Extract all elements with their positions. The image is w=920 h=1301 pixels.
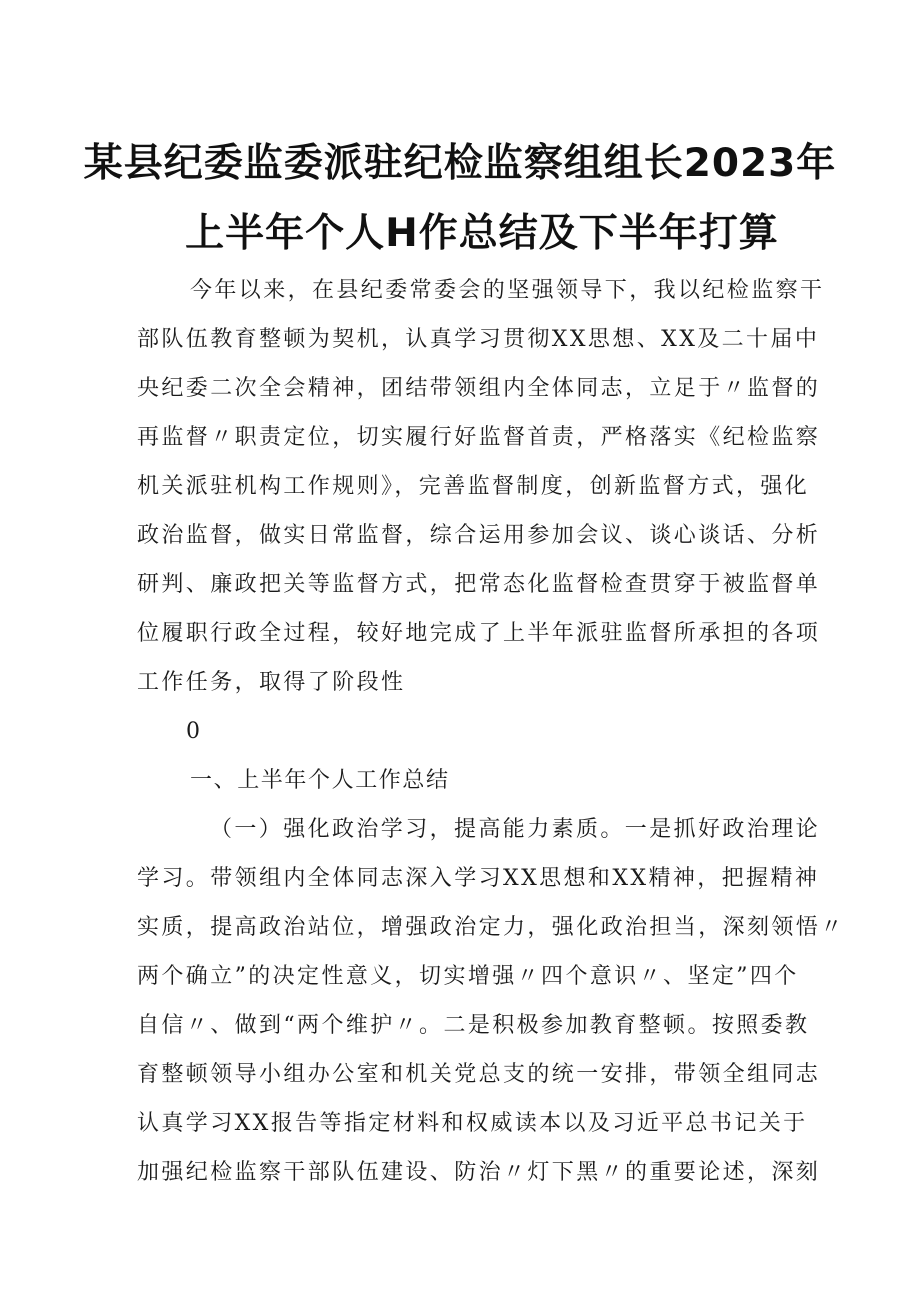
intro-line: 位履职行政全过程，较好地完成了上半年派驻监督所承担的各项	[137, 621, 821, 646]
intro-line: 政治监督，做实日常监督，综合运用参加会议、谈心谈话、分析	[137, 523, 821, 548]
section-line: 两个确立”的决定性意义，切实增强〃四个意识〃、坚定”四个	[137, 964, 799, 989]
intro-line: 研判、廉政把关等监督方式，把常态化监督检查贯穿于被监督单	[137, 572, 821, 597]
section-line: 育整顿领导小组办公室和机关党总支的统一安排，带领全组同志	[137, 1062, 821, 1087]
section-line: （一）强化政治学习，提高能力素质。一是抓好政治理论	[210, 817, 821, 842]
stray-mark: 0	[186, 719, 203, 744]
section-line: 加强纪检监察干部队伍建设、防治〃灯下黑〃的重要论述，深刻	[137, 1160, 821, 1185]
intro-line: 部队伍教育整顿为契机，认真学习贯彻XX思想、XX及二十届中	[137, 327, 820, 352]
document-title-line-2: 上半年个人H作总结及下半年打算	[185, 211, 779, 256]
intro-line: 今年以来，在县纪委常委会的坚强领导下，我以纪检监察干	[190, 278, 825, 303]
section-line: 实质，提高政治站位，增强政治定力，强化政治担当，深刻领悟〃	[137, 915, 845, 940]
intro-line: 央纪委二次全会精神，团结带领组内全体同志，立足于〃监督的	[137, 376, 821, 401]
section-heading: 一、上半年个人工作总结	[190, 768, 450, 793]
document-title-line-1: 某县纪委监委派驻纪检监察组组长2023年	[83, 141, 837, 186]
section-line: 学习。带领组内全体同志深入学习XX思想和XX精神，把握精神	[137, 866, 820, 891]
section-line: 认真学习XX报告等指定材料和权威读本以及习近平总书记关于	[137, 1111, 808, 1136]
section-line: 自信〃、做到“两个维护〃。二是积极参加教育整顿。按照委教	[137, 1013, 810, 1038]
intro-line: 工作任务，取得了阶段性	[137, 670, 406, 695]
intro-line: 机关派驻机构工作规则》，完善监督制度，创新监督方式，强化	[137, 474, 810, 499]
intro-line: 再监督〃职责定位，切实履行好监督首责，严格落实《纪检监察	[137, 425, 821, 450]
